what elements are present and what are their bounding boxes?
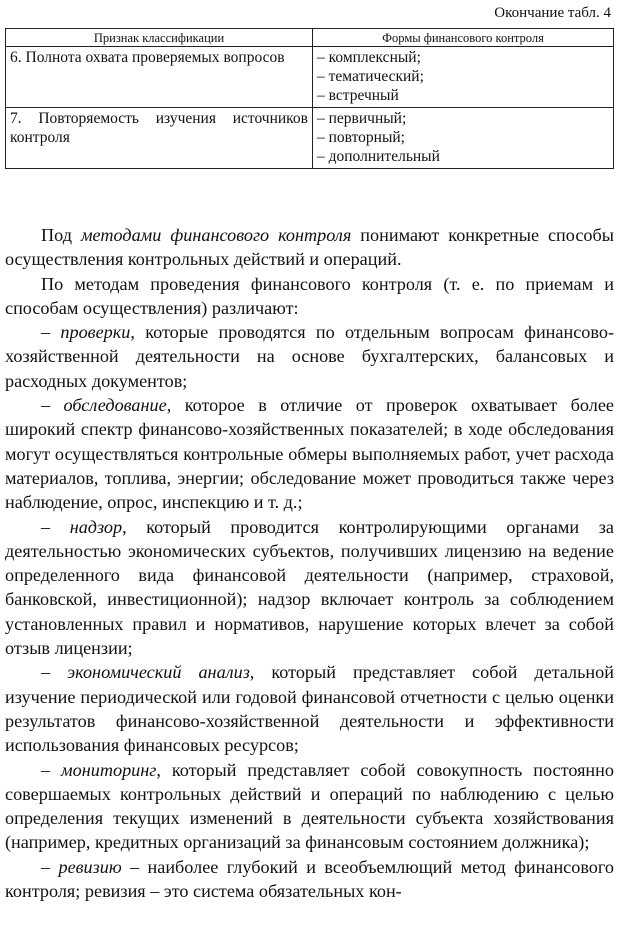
form-item: – первичный;: [317, 110, 407, 127]
list-item: [5, 393, 614, 514]
term: – надзор: [41, 516, 123, 537]
text-run: , которые проводятся по отдельным вопросам финансово-хозяйственной деятельности на основе бухгалтерских, балансовых и расходных документов;: [5, 322, 614, 391]
text-run: , который представляет собой совокупность постоянно совершаемых контрольных действий и операций по наблюдению с целью определения текущих изменений в деятельности субъекта хозяйствования (например, кредитных организаций за финансовым состоянием должника);: [5, 759, 614, 853]
term: методами финансового контроля: [80, 225, 352, 245]
row-feature: 6. Полнота охвата проверяемых вопросов: [6, 47, 313, 108]
term: – мониторинг: [41, 759, 157, 780]
form-item: – повторный;: [317, 129, 405, 146]
list-item: [5, 855, 614, 904]
paragraph-definition: [5, 223, 614, 272]
term: – обследование: [41, 395, 167, 416]
text-run: , который проводится контролирующими органами за деятельностью экономических субъектов, получивших лицензию на ведение определенного вида финансовой деятельности (например, страховой, банковской, инвестиционной); надзор включает контроль за соблюдением установленных правил и нормативов, нарушение которых влечет за собой отзыв лицензии;: [5, 516, 614, 659]
list-item: [5, 320, 614, 393]
body-text: [5, 223, 614, 903]
table-caption: Окончание табл. 4: [494, 5, 611, 21]
form-item: – комплексный;: [317, 49, 421, 66]
table-header-row: [6, 29, 614, 47]
form-item: – дополнительный: [317, 148, 440, 165]
table-row: [6, 47, 614, 108]
header-forms: Формы финансового контроля: [313, 29, 614, 47]
list-item: [5, 515, 614, 661]
row-feature: 7. Повторяемость изучения источников контроля: [6, 108, 313, 169]
term: – ревизию: [41, 856, 122, 877]
header-feature: Признак классификации: [6, 29, 313, 47]
row-forms: [313, 108, 614, 169]
paragraph-intro: По методам проведения финансового контроля (т. е. по приемам и способам осуществления) различают:: [5, 273, 614, 318]
text-run: , который представляет собой детальной изучение периодической или годовой финансовой отчетности с целью оценки результатов финансово-хозяйственной деятельности и эффективности использования финансовых ресурсов;: [5, 662, 614, 756]
row-forms: [313, 47, 614, 108]
text-run: Под: [41, 225, 81, 245]
list-item: [5, 660, 614, 757]
table-row: [6, 108, 614, 169]
form-item: – встречный: [317, 87, 399, 104]
term: – проверки: [41, 322, 131, 343]
list-item: [5, 758, 614, 855]
text-run: , которое в отличие от проверок охватывает более широкий спектр финансово-хозяйственных показателей; в ходе обследования могут осуществляться контрольные обмеры выполняемых работ, учет расхода материалов, топлива, энергии; обследование может проводиться также через наблюдение, опрос, инспекцию и т. д.;: [5, 395, 614, 513]
text-run: – наиболее глубокий и всеобъемлющий метод финансового контроля; ревизия – это система обязательных кон-: [5, 856, 615, 902]
form-item: – тематический;: [317, 68, 424, 85]
text-run: понимают конкретные способы осуществления контрольных действий и операций.: [5, 225, 614, 270]
term: – экономический анализ: [41, 662, 250, 683]
classification-table: [5, 28, 614, 169]
